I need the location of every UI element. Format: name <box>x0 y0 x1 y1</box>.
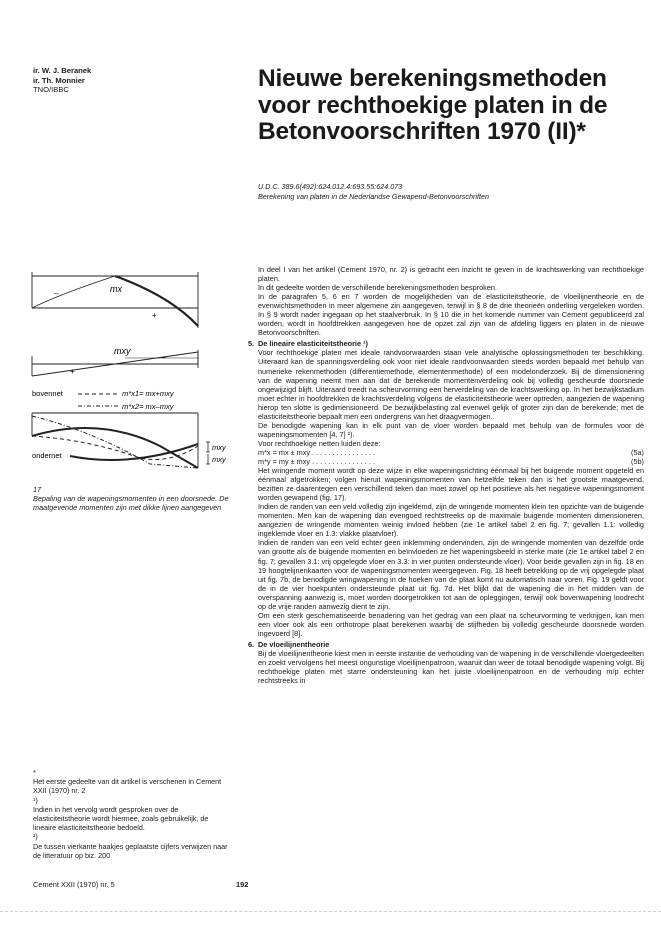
formula-1: m*x1= mx+mxy <box>122 389 174 398</box>
footnote-1: Indien in het vervolg wordt gesproken over de elasticiteitstheorie wordt hiermee, zoals gebruikelijk, de lineaire elasticiteitstheorie bedoeld. <box>33 804 209 833</box>
page-number: 192 <box>236 880 249 889</box>
paragraph: In de paragrafen 5, 6 en 7 worden de mogelijkheden van de elasticiteitstheorie, de vloeilijnentheorie en de evenwichtsmethoden in meer algemene zin aangegeven, terwijl in § 8 de drie theorieën onderling vergeleken worden. In § 9 wordt nader ingegaan op het staalverbruik. In § 10 die in het komende nummer van Cement gepubliceerd zal worden, wordt in hoofdtrekken aangegeven hoe de opzet zal zijn van de afdeling liggers en platen in de nieuwe Betonvoorschriften. <box>258 292 644 338</box>
paragraph: De benodigde wapening kan in elk punt van de vloer worden bepaald met behulp van de formules voor dè wapeningsmomenten [4, 7] ²). <box>258 420 644 439</box>
paragraph: In deel I van het artikel (Cement 1970, nr. 2) is getracht een inzicht te geven in de krachtswerking van rechthoekige platen. <box>258 265 644 284</box>
section-number: 6. <box>248 639 255 649</box>
plus-sign: + <box>152 311 157 320</box>
formula-2: m*x2= mx–mxy <box>122 402 174 411</box>
equation-text: m*x = mx ± mxy . . . . . . . . . . . . . . . . <box>258 447 375 457</box>
equation-number: (5a) <box>631 447 644 457</box>
footnote-1-mark: ¹) <box>33 795 38 805</box>
equation-5b <box>258 457 644 466</box>
paragraph: Het wringende moment wordt op deze wijze in elke wapeningsrichting éénmaal bij het buigende moment opgeteld en éénmaal afgetrokken; volgen hieruit wapeningsmomenten van hetzelfde teken dan is het grootste maatgevend, bezitten ze daarentegen een verschillend teken dan moet zowel op het positieve als het negatieve wapeningsmoment worden gewapend (fig. 17). <box>258 466 644 503</box>
paragraph: Voor rechthoekige netten luiden deze: <box>258 438 381 448</box>
bold-envelope <box>32 428 198 468</box>
article-title: Nieuwe berekeningsmethoden voor rechthoekige platen in de Betonvoorschriften 1970 (II)* <box>258 65 608 145</box>
equation-5a <box>258 448 644 457</box>
footnote-star-mark: * <box>33 768 36 777</box>
plus-sign: + <box>70 367 75 376</box>
author-name: ir. W. J. Beranek <box>33 66 92 75</box>
minus-sign: – <box>162 353 167 362</box>
paragraph: Bij de vloeilijnentheorie kiest men in eerste instantie de verhouding van de wapening in de verschillende vloergedeelten en zoekt vervolgens het meest ongunstige vloeilijnenpatroon, waaruit dan weer de totaal benodigde wapening volgt. Bij rechthoekige platen met starre ondersteuning kan het juiste vloeilijnenpatroon en de verhouding m/p echter rechtstreeks in <box>258 648 644 686</box>
page-edge-rule <box>0 911 661 912</box>
paragraph: Indien de randen van een veld echter geen inklemming ondervinden, zijn de wringende momenten van dezelfde orde van grootte als de buigende momenten en beïnvloeden ze het wapeningsbeeld in sterke mate (zie 1e artikel tabel 2 en fig. 7; gevallen 3.1: vrij opgelegde vloer en 3.3: in vier punten ondersteunde vloer). Voor beide gevallen zijn in fig. 18 en 19 hoogtelijnenkaarten voor de wapeningsmomenten weergegeven. Fig. 18 heeft betrekking op de vrij opgelegde plaat uit fig. 7b, de benodigde wringwapening in de hoeken van de plaat komt nu automatisch naar voren. Fig. 19 geldt voor de in de vier hoekpunten ondersteunde plaat uit fig. 7d. Het blijkt dat de wapening die in het midden van de overspanning aanwezig is, moet worden doorgetrokken tot aan de opleggingen, terwijl ook bovenwapening loodrecht op de vrije randen aanwezig dient te zijn. <box>258 538 644 611</box>
section-title: De lineaire elasticiteitstheorie ¹) <box>258 339 368 349</box>
paragraph: In dit gedeelte worden de verschillende berekeningsmethoden besproken. <box>258 283 497 293</box>
paragraph: Om een sterk geschematiseerde benadering van het gedrag van een plaat na scheurvorming te verkrijgen, kan men een vloer ook als een orthotrope plaat berekenen waarbij de stijfheden bij volledig gescheurde doorsnede worden ingevoerd [8]. <box>258 610 644 638</box>
label-ondernet: ondernet <box>32 451 62 460</box>
author-block <box>33 66 91 95</box>
paragraph: Indien de randen van een veld volledig zijn ingeklemd, zijn de wringende momenten klein ten opzichte van de buigende momenten. Men kan de wapening dan evengoed rechtstreeks op de maximale buigende momenten dimensioneren, aangezien de wringende momenten weinig invloed hebben (zie 1e artikel tabel 2 en fig. 7; gevallen 1.1: volledig ingeklemde vloer en 1.3: vlakke plaatvloer). <box>258 502 644 539</box>
article-body <box>248 265 644 686</box>
article-subtitle: Berekening van platen in de Nederlandse Gewapend-Betonvoorschriften <box>258 191 489 201</box>
section-number: 5. <box>248 339 255 349</box>
figure-number: 17 <box>33 485 42 494</box>
minus-sign: – <box>54 289 59 298</box>
udc-block <box>258 182 648 201</box>
equation-number: (5b) <box>631 456 644 466</box>
journal-reference: Cement XXII (1970) nr. 5 <box>33 880 115 889</box>
udc-code: U.D.C. 389.6(492):624.012.4:693.55:624.073 <box>258 182 403 191</box>
figure-17-diagram <box>30 268 240 480</box>
footnote-star: Het eerste gedeelte van dit artikel is verschenen in Cement XXII (1970) nr. 2 <box>33 777 222 796</box>
moment-curve <box>32 276 115 308</box>
equation-text: m*y = my ± mxy . . . . . . . . . . . . . . . . <box>258 456 375 466</box>
paragraph: Voor rechthoekige platen met ideale randvoorwaarden staan vele analytische oplossingsmethoden ter beschikking. Uiteraard kan de spanningsverdeling ook voor niet ideale randvoorwaarden steeds worden bepaald met behulp van numerieke rekenmethoden (differentiemethode, elementenmethode) of een modelonderzoek. Bij de dimensionering van de wapening neemt men aan dat de berekende momentenverdeling ook bij volledig gescheurde doorsnede ongewijzigd blijft. Uiteraard treedt na scheurvorming een herverdeling van de krachtswerking op. In het bezwijkstadium moet echter in hoofdtrekken de krachtsverdeling volgens de elasticiteitstheorie weer optreden, aangezien de wapening hierop ten slotte is gedimensioneerd. De bezwijkbelasting zal evenwel gelijk of groter zijn dan de berekende; met de elasticiteitstheorie bepaalt men een ondergrens van het draagvermogen. <box>258 348 644 421</box>
label-bovennet: bovennet <box>32 389 63 398</box>
footnote-2: De tussen vierkante haakjes geplaatste cijfers verwijzen naar de litteratuur op biz. 200 <box>33 841 228 860</box>
label-bracket-mxy: mxy <box>212 455 226 464</box>
label-mxy: mxy <box>114 346 131 356</box>
footnote-2-mark: ²) <box>33 832 38 842</box>
author-name: ir. Th. Monnier <box>33 75 85 85</box>
author-affiliation: TNO/IBBC <box>33 85 69 95</box>
label-bracket-mxy: mxy <box>212 443 226 452</box>
figure-caption-text: Bepaling van de wapeningsmomenten in een doorsnede. De maatgevende momenten zijn met dikke lijnen aangegeven <box>33 494 229 513</box>
section-title: De vloeilijnentheorie <box>258 639 330 649</box>
footnotes <box>33 768 233 860</box>
section-heading-5 <box>248 339 644 349</box>
section-heading-6 <box>248 639 644 649</box>
label-mx: mx <box>110 284 122 294</box>
figure-caption <box>33 485 233 513</box>
